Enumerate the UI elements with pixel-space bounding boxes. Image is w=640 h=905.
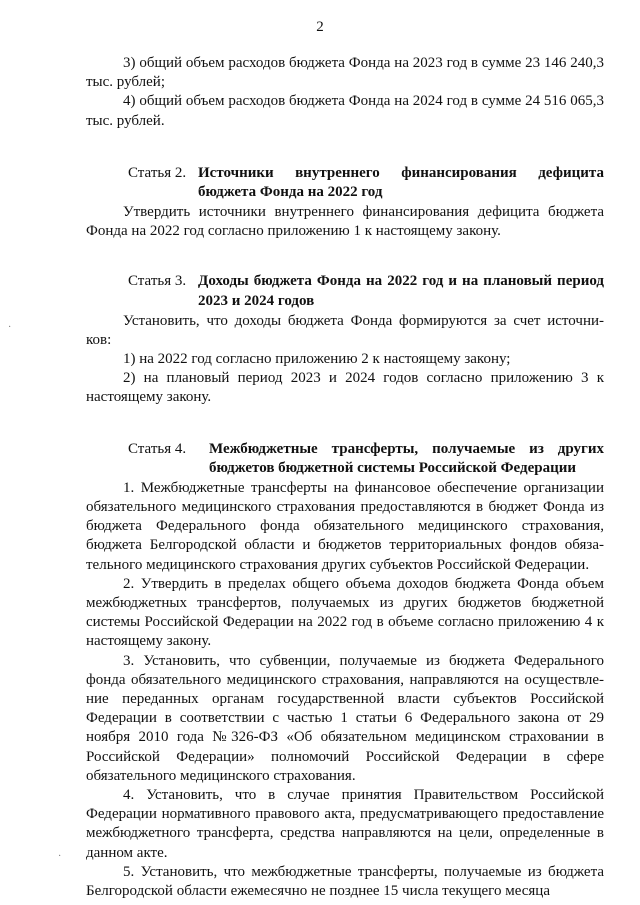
paragraph: 1. Межбюджетные трансферты на финансовое обеспечение организации обязательного медицинского страхования предоставляются в бюджет Фонда из бюджета Федерального фонда обязательного медицинского страхования, бюджета Белгородской области и бюджетов территориальных фондов обяза-тельного медицинского страхования других субъектов Российской Федерации. bbox=[86, 479, 604, 573]
paragraph: 1) на 2022 год согласно приложению 2 к настоящему закону; bbox=[123, 351, 511, 367]
paragraph: 5. Установить, что межбюджетные трансферты, получаемые из бюджета Белгородской области ежемесячно не позднее 15 числа текущего месяца bbox=[86, 863, 604, 900]
article-title: Межбюджетные трансферты, получаемые из других бюджетов бюджетной системы Российской Федерации bbox=[209, 440, 604, 477]
article-heading bbox=[86, 272, 604, 311]
article-heading bbox=[86, 440, 604, 479]
article-label: Статья 4. bbox=[128, 440, 187, 457]
scan-speck: · bbox=[58, 851, 62, 862]
scan-speck: · bbox=[8, 322, 12, 333]
paragraph: Установить, что доходы бюджета Фонда формируются за счет источни-ков: bbox=[86, 312, 604, 348]
page-number: 2 bbox=[316, 19, 324, 35]
paragraph: 3. Установить, что субвенции, получаемые из бюджета Федерального фонда обязательного медицинского страхования, направляются на осуществле-ние переданных органам государственной власти субъектов Российской Федерации в соответствии с частью 1 статьи 6 Федерального закона от 29 ноября 2010 года №326-ФЗ «Об обязательном медицинском страховании в Российской Федерации» полномочий Российской Федерации в сфере обязательного медицинского страхования. bbox=[86, 652, 604, 784]
paragraph: 2. Утвердить в пределах общего объема доходов бюджета Фонда объем межбюджетных трансфертов, получаемых из других бюджетов бюджетной системы Российской Федерации на 2022 год в объеме согласно приложению 4 к настоящему закону. bbox=[86, 575, 604, 650]
paragraph: Утвердить источники внутреннего финансирования дефицита бюджета Фонда на 2022 год согласно приложению 1 к настоящему закону. bbox=[86, 204, 604, 240]
article-label: Статья 3. bbox=[128, 273, 187, 290]
article-title: Доходы бюджета Фонда на 2022 год и на плановый период 2023 и 2024 годов bbox=[198, 273, 604, 309]
article-heading bbox=[86, 164, 604, 203]
paragraph: 4. Установить, что в случае принятия Правительством Российской Федерации нормативного правового акта, предусматривающего предоставление межбюджетного трансферта, средства направляются на цели, определенные в данном акте. bbox=[86, 787, 604, 861]
list-item: 3) общий объем расходов бюджета Фонда на 2023 год в сумме 23 146 240,3 тыс. рублей; bbox=[86, 55, 604, 91]
paragraph: 2) на плановый период 2023 и 2024 годов согласно приложению 3 к настоящему закону. bbox=[86, 370, 604, 406]
article-label: Статья 2. bbox=[128, 164, 187, 181]
list-item: 4) общий объем расходов бюджета Фонда на 2024 год в сумме 24 516 065,3 тыс. рублей. bbox=[86, 93, 604, 129]
document-body bbox=[86, 54, 604, 901]
article-title: Источники внутреннего финансирования дефицита бюджета Фонда на 2022 год bbox=[198, 164, 604, 201]
